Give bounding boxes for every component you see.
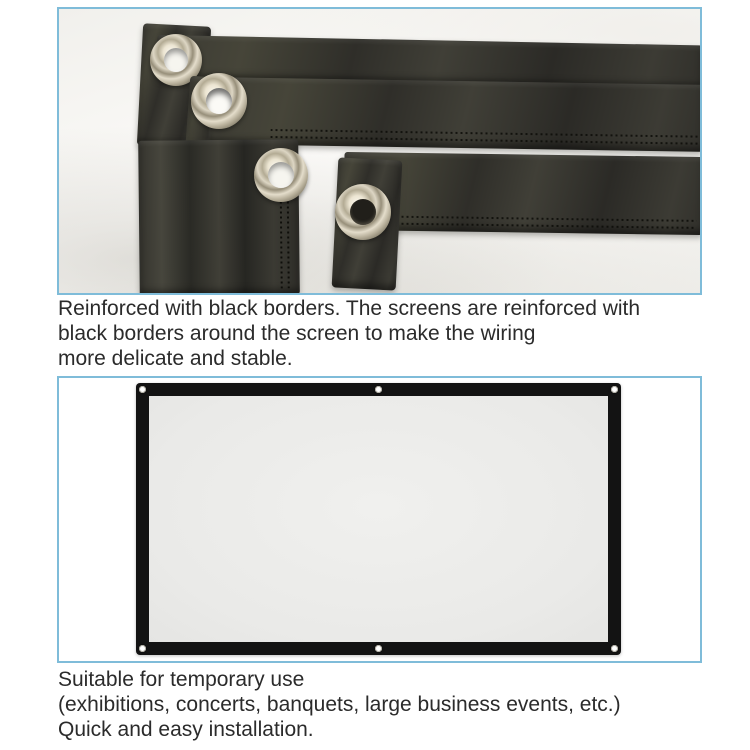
stitch-line-strip-2 xyxy=(271,129,698,145)
caption-line: Quick and easy installation. xyxy=(58,718,314,741)
screen-grommet-top-right xyxy=(611,386,618,393)
screen-grommet-bottom-center xyxy=(375,645,382,652)
screen-grommet-top-left xyxy=(139,386,146,393)
grommet-2 xyxy=(191,73,247,129)
bottom-photo-frame xyxy=(57,376,702,663)
grommet-2-hole xyxy=(206,88,233,115)
caption-reinforced-borders xyxy=(58,296,718,371)
caption-line: black borders around the screen to make the wiring xyxy=(58,322,536,345)
grommet-3 xyxy=(254,148,308,202)
projection-screen-photo xyxy=(59,378,700,661)
grommet-1-hole xyxy=(164,48,189,73)
screen-surface xyxy=(149,396,608,642)
grommet-4 xyxy=(335,184,391,240)
stitch-line-strip-3 xyxy=(280,201,290,288)
screen-grommet-top-center xyxy=(375,386,382,393)
caption-line: Reinforced with black borders. The screens are reinforced with xyxy=(58,297,641,320)
grommet-3-hole xyxy=(268,162,294,188)
stacked-screen-borders-photo xyxy=(59,9,700,293)
screen-grommet-bottom-right xyxy=(611,645,618,652)
caption-line: Suitable for temporary use xyxy=(58,668,305,691)
caption-line: (exhibitions, concerts, banquets, large business events, etc.) xyxy=(58,693,621,716)
stitch-line-strip-4 xyxy=(392,216,697,229)
screen-grommet-bottom-left xyxy=(139,645,146,652)
caption-temporary-use xyxy=(58,667,718,742)
grommet-4-hole xyxy=(350,199,377,226)
caption-line: more delicate and stable. xyxy=(58,347,293,370)
top-photo-frame xyxy=(57,7,702,295)
projection-screen xyxy=(136,383,621,655)
